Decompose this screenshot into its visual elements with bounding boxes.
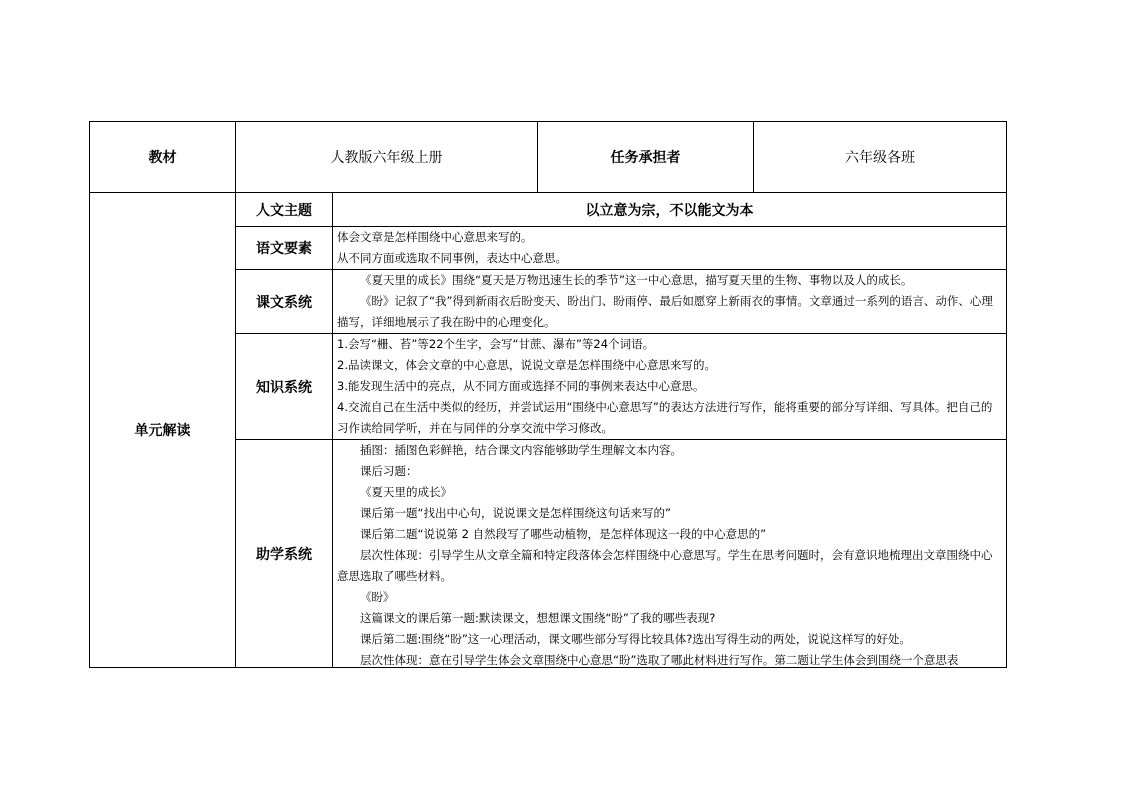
elements-line: 从不同方面或选取不同事例，表达中心意思。 bbox=[337, 251, 567, 265]
texts-cell bbox=[333, 270, 1007, 334]
material-value: 人教版六年级上册 bbox=[236, 122, 538, 193]
texts-label: 课文系统 bbox=[236, 270, 333, 334]
unit-label: 单元解读 bbox=[90, 193, 236, 668]
support-cell bbox=[333, 440, 1007, 668]
theme-label: 人文主题 bbox=[236, 193, 333, 227]
support-line: 这篇课文的课后第一题:默读课文，想想课文围绕“盼”了我的哪些表现? bbox=[360, 611, 716, 625]
knowledge-line: 2.品读课文，体会文章的中心意思，说说文章是怎样围绕中心意思来写的。 bbox=[337, 358, 716, 372]
texts-line: 《盼》记叙了“我”得到新雨衣后盼变天、盼出门、盼雨停、最后如愿穿上新雨衣的事情。文章通过一系列的语言、动作、心理描写，详细地展示了我在盼中的心理变化。 bbox=[337, 294, 993, 329]
assignee-label: 任务承担者 bbox=[538, 122, 754, 193]
lesson-plan-table bbox=[89, 121, 1007, 668]
assignee-value: 六年级各班 bbox=[754, 122, 1007, 193]
support-label: 助学系统 bbox=[236, 440, 333, 668]
elements-label: 语文要素 bbox=[236, 227, 333, 270]
knowledge-line: 4.交流自己在生活中类似的经历，并尝试运用“围绕中心意思写”的表达方法进行写作，能将重要的部分写详细、写具体。把自己的习作读给同学听，并在与同伴的分享交流中学习修改。 bbox=[337, 400, 993, 435]
elements-cell bbox=[333, 227, 1007, 270]
knowledge-label: 知识系统 bbox=[236, 334, 333, 440]
theme-value: 以立意为宗，不以能文为本 bbox=[333, 193, 1007, 227]
support-line: 课后习题： bbox=[360, 464, 418, 478]
texts-line: 《夏天里的成长》围绕“夏天是万物迅速生长的季节”这一中心意思，描写夏天里的生物、事物以及人的成长。 bbox=[360, 273, 913, 287]
support-line: 《盼》 bbox=[360, 590, 395, 604]
elements-line: 体会文章是怎样围绕中心意思来写的。 bbox=[337, 230, 533, 244]
knowledge-line: 3.能发现生活中的亮点，从不同方面或选择不同的事例来表达中心意思。 bbox=[337, 379, 705, 393]
knowledge-cell bbox=[333, 334, 1007, 440]
support-line: 层次性体现：引导学生从文章全篇和特定段落体会怎样围绕中心意思写。学生在思考问题时，会有意识地梳理出文章围绕中心意思选取了哪些材料。 bbox=[337, 548, 993, 583]
support-line: 《夏天里的成长》 bbox=[360, 485, 452, 499]
support-line: 插图：插图色彩鲜艳，结合课文内容能够助学生理解文本内容。 bbox=[360, 443, 682, 457]
knowledge-line: 1.会写“栅、苔”等22个生字，会写“甘蔗、瀑布”等24个词语。 bbox=[337, 337, 655, 351]
support-line: 课后第一题“找出中心句，说说课文是怎样围绕这句话来写的” bbox=[360, 506, 671, 520]
support-line: 课后第二题:围绕“盼”这一心理活动，课文哪些部分写得比较具体?选出写得生动的两处，说说这样写的好处。 bbox=[360, 632, 911, 646]
support-content bbox=[337, 440, 1002, 667]
header-row bbox=[90, 122, 1007, 193]
support-line: 课后第二题“说说第 2 自然段写了哪些动植物，是怎样体现这一段的中心意思的” bbox=[360, 527, 767, 541]
support-line: 层次性体现：意在引导学生体会文章围绕中心意思“盼”选取了哪此材料进行写作。第二题让学生体会到围绕一个意思表 bbox=[360, 653, 959, 667]
material-label: 教材 bbox=[90, 122, 236, 193]
